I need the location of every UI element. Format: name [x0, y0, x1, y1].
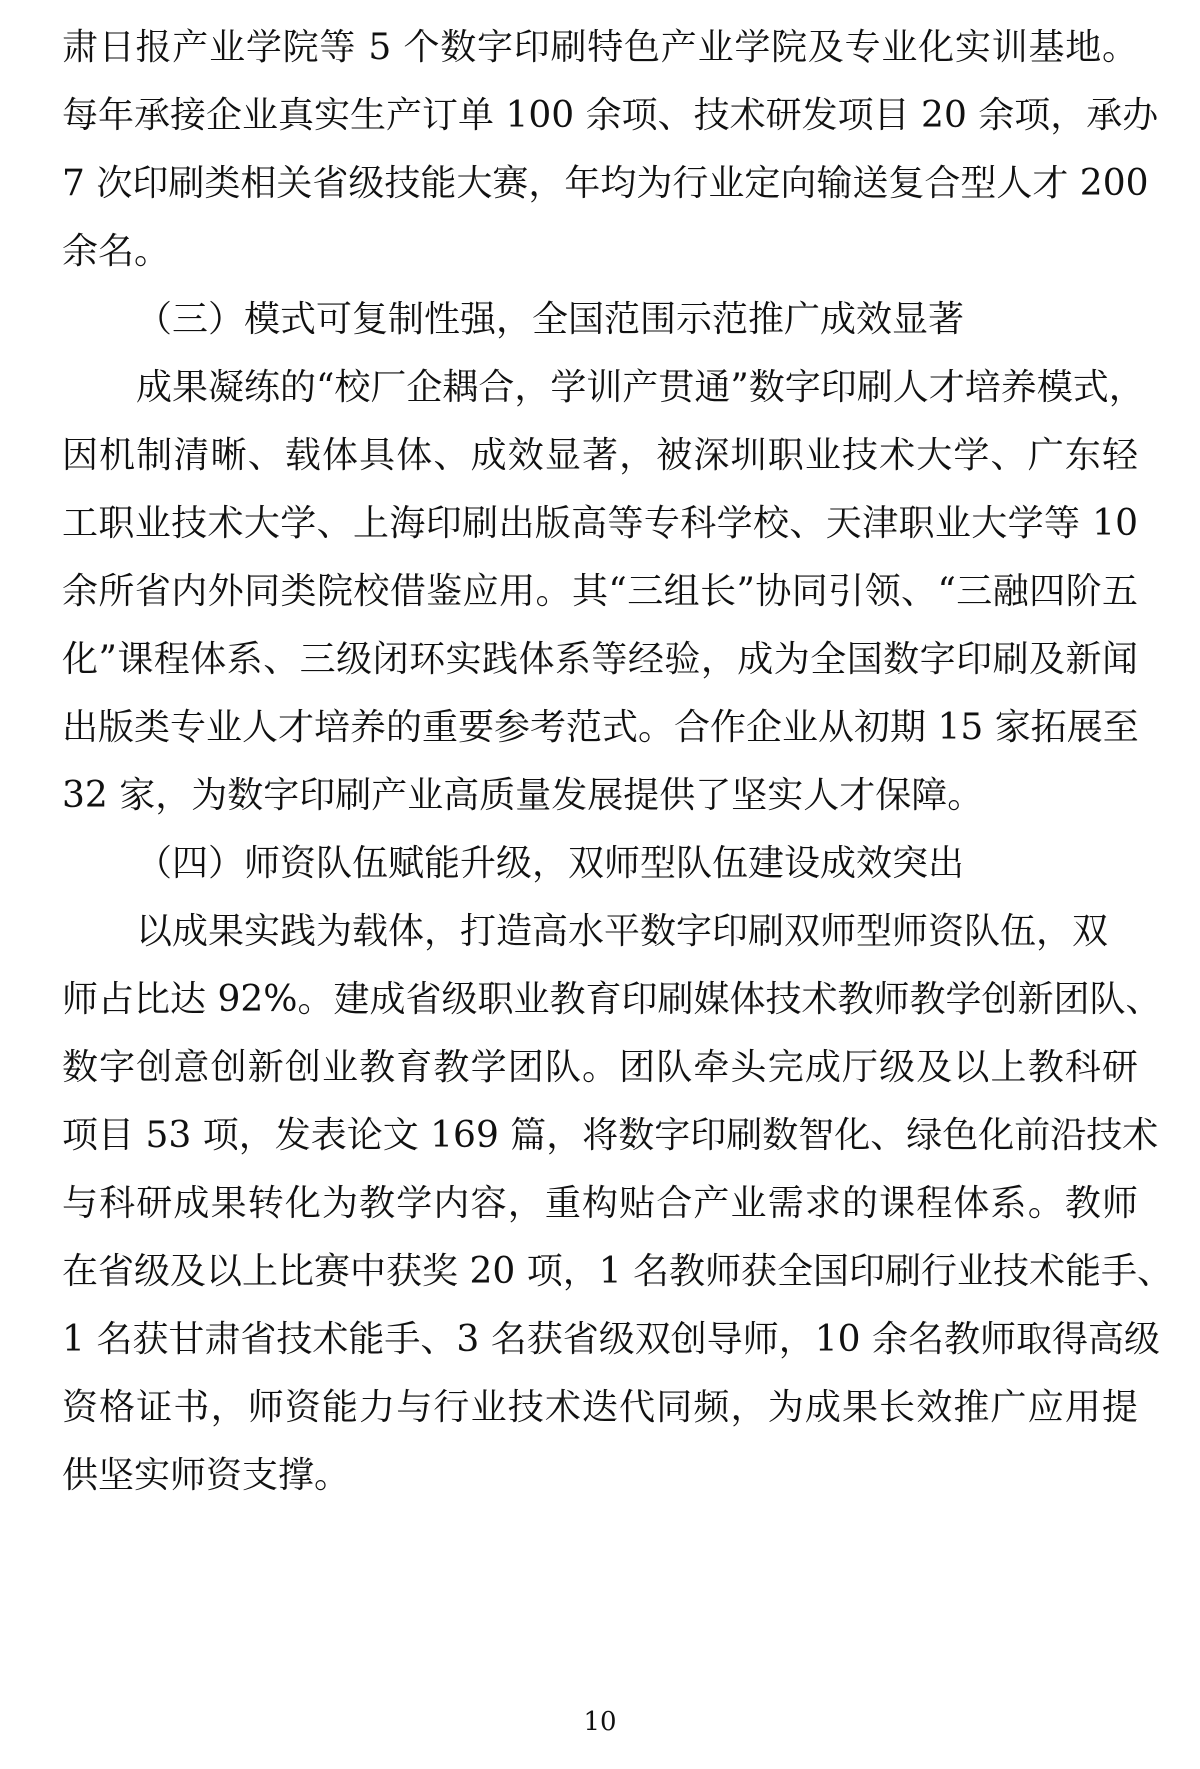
text-line-11: 出版类专业人才培养的重要参考范式。合作企业从初期 15 家拓展至	[62, 707, 1139, 748]
text-line-12: 32 家，为数字印刷产业高质量发展提供了坚实人才保障。	[62, 775, 984, 816]
text-line-2: 每年承接企业真实生产订单 100 余项、技术研发项目 20 余项，承办	[62, 95, 1159, 136]
text-line-21: 资格证书，师资能力与行业技术迭代同频，为成果长效推广应用提	[62, 1387, 1138, 1428]
text-line-9: 余所省内外同类院校借鉴应用。其“三组长”协同引领、“三融四阶五	[62, 571, 1138, 612]
document-body	[62, 14, 1174, 1510]
text-line-10: 化”课程体系、三级闭环实践体系等经验，成为全国数字印刷及新闻	[62, 639, 1138, 680]
text-line-19: 在省级及以上比赛中获奖 20 项，1 名教师获全国印刷行业技术能手、	[62, 1251, 1174, 1292]
text-line-15: 师占比达 92%。建成省级职业教育印刷媒体技术教师教学创新团队、	[62, 979, 1162, 1020]
text-line-18: 与科研成果转化为教学内容，重构贴合产业需求的课程体系。教师	[62, 1183, 1138, 1224]
text-line-20: 1 名获甘肃省技术能手、3 名获省级双创导师，10 余名教师取得高级	[62, 1319, 1160, 1360]
text-line-6: 成果凝练的“校厂企耦合，学训产贯通”数字印刷人才培养模式，	[136, 367, 1145, 408]
page-number: 10	[583, 1707, 617, 1737]
text-line-7: 因机制清晰、载体具体、成效显著，被深圳职业技术大学、广东轻	[62, 435, 1138, 476]
text-line-16: 数字创意创新创业教育教学团队。团队牵头完成厅级及以上教科研	[62, 1047, 1138, 1088]
section-heading-4: （四）师资队伍赋能升级，双师型队伍建设成效突出	[136, 843, 965, 884]
text-line-1: 肃日报产业学院等 5 个数字印刷特色产业学院及专业化实训基地。	[62, 27, 1138, 68]
text-line-4: 余名。	[62, 231, 171, 272]
text-line-17: 项目 53 项，发表论文 169 篇，将数字印刷数智化、绿色化前沿技术	[62, 1115, 1159, 1156]
section-heading-3: （三）模式可复制性强，全国范围示范推广成效显著	[136, 299, 965, 340]
text-line-3: 7 次印刷类相关省级技能大赛，年均为行业定向输送复合型人才 200	[62, 163, 1149, 204]
text-line-14: 以成果实践为载体，打造高水平数字印刷双师型师资队伍，双	[136, 911, 1109, 952]
text-line-8: 工职业技术大学、上海印刷出版高等专科学校、天津职业大学等 10	[62, 503, 1138, 544]
text-line-22: 供坚实师资支撑。	[62, 1455, 351, 1496]
